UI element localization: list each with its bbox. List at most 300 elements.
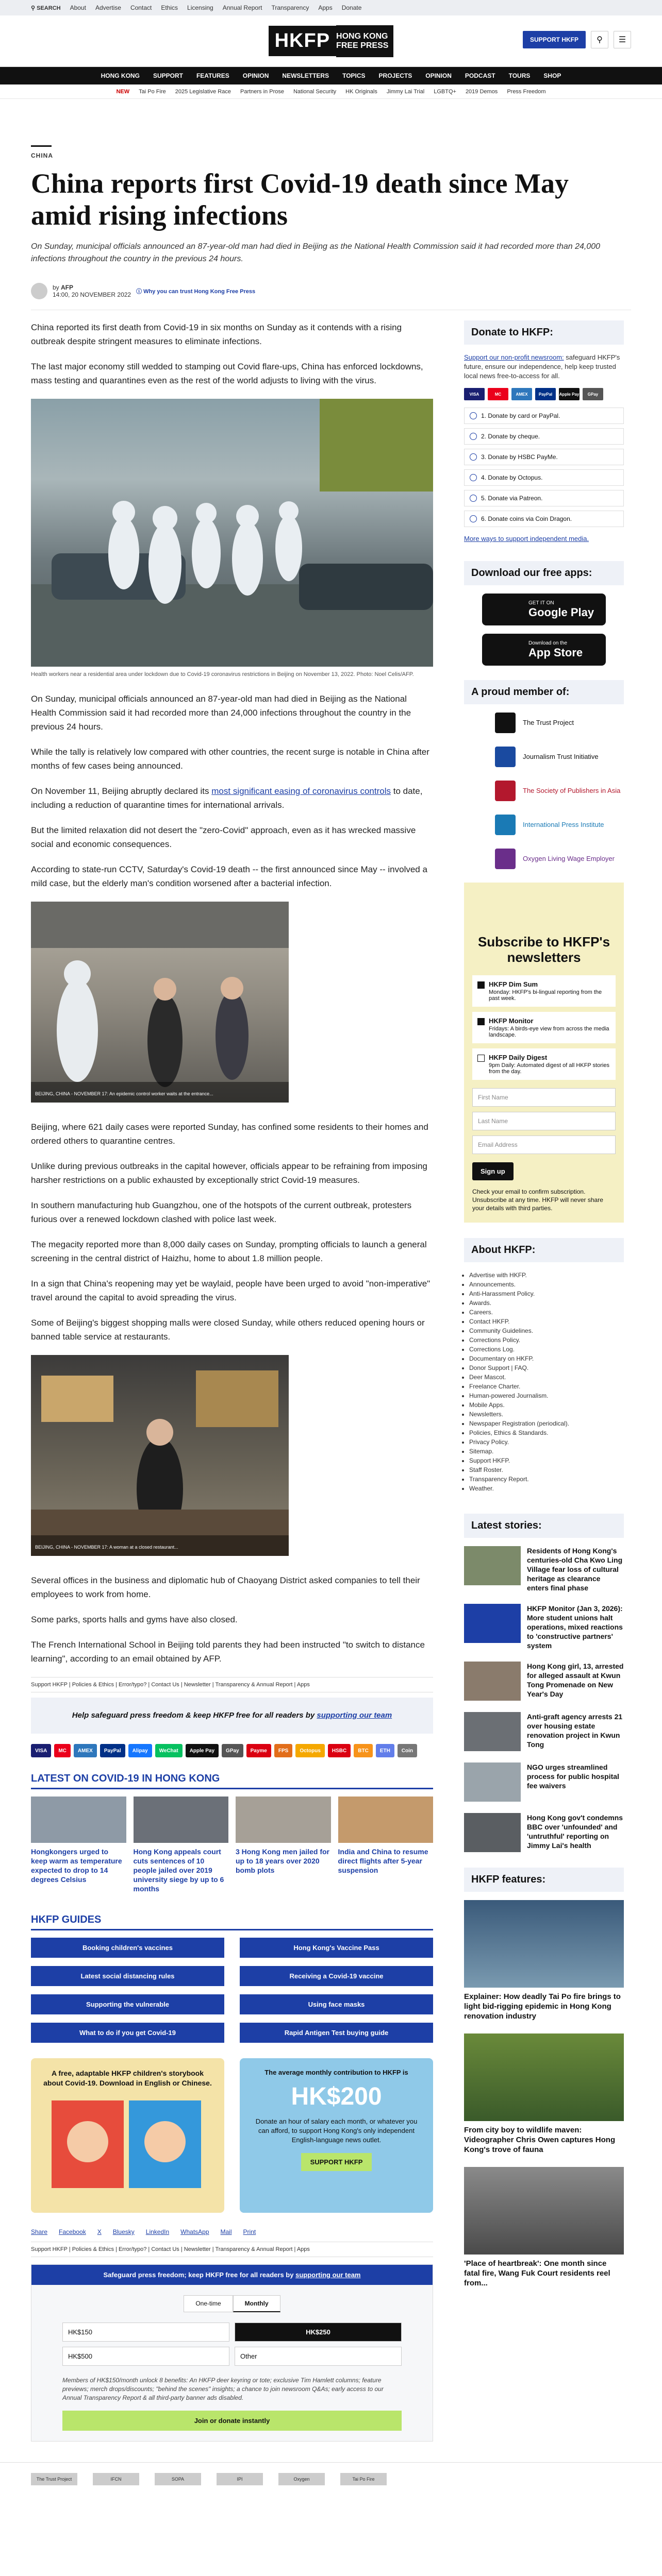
member-logo[interactable] (464, 781, 624, 801)
signup-button[interactable]: Sign up (472, 1162, 514, 1180)
first-name-field[interactable]: First Name (472, 1088, 616, 1107)
feature-thumb (464, 2167, 624, 2255)
story-headline: Anti-graft agency arrests 21 over housing estate renovation project in Kwun Tong (527, 1713, 623, 1749)
payment-methods (31, 1744, 433, 1757)
newsletter-desc: 9pm Daily: Automated digest of all HKFP stories from the day. (489, 1062, 609, 1075)
story-headline: Hong Kong gov't condemns BBC over 'unfounded' and 'untruthful' reporting on Jimmy Lai's health (527, 1814, 623, 1850)
footer-logo[interactable]: IFCN (93, 2473, 139, 2485)
pay-gpay-icon: GPay (583, 388, 603, 400)
story-thumb (464, 1604, 521, 1643)
masthead (0, 15, 662, 67)
member-logo[interactable] (464, 815, 624, 835)
nav-item-opinion[interactable]: OPINION (242, 72, 269, 79)
about-link[interactable]: • Freelance Charter. (469, 1382, 624, 1391)
latest-thumb (236, 1797, 331, 1843)
newsletter-option[interactable] (472, 1048, 616, 1080)
about-link[interactable]: • Support HKFP. (469, 1456, 624, 1465)
apps-title: Download our free apps: (464, 561, 624, 585)
latest-stories-title: Latest stories: (464, 1514, 624, 1538)
footer-logos (0, 2462, 662, 2496)
pay-amex-icon: AMEX (511, 388, 532, 400)
trust-label: Why you can trust Hong Kong Free Press (143, 289, 256, 295)
latest-thumb (31, 1797, 126, 1843)
amount-option[interactable]: HK$150 (62, 2323, 229, 2342)
storybook-text: A free, adaptable HKFP children's storybook about Covid-19. Download in English or Chinese. (43, 2069, 212, 2087)
latest-headline: 3 Hong Kong men jailed for up to 18 years over 2020 bomb plots (236, 1848, 330, 1874)
article-header (0, 99, 662, 310)
latest-thumb (338, 1797, 434, 1843)
freq-one-time[interactable]: One-time (184, 2295, 233, 2312)
share-print[interactable]: Print (243, 2228, 256, 2235)
publish-date: 14:00, 20 NOVEMBER 2022 (53, 291, 131, 298)
feature-headline: Explainer: How deadly Tai Po fire brings to light bid-rigging epidemic in Hong Kong renovation industry (464, 1992, 621, 2021)
story-headline: Residents of Hong Kong's centuries-old Cha Kwo Ling Village fear loss of cultural heritage as clearance enters final phase (527, 1547, 623, 1592)
trending-item[interactable]: Jimmy Lai Trial (386, 88, 425, 95)
trending-label: NEW (116, 88, 130, 95)
member-name: The Trust Project (523, 719, 574, 726)
paragraph: Unlike during previous outbreaks in the capital however, officials appear to be refraining from imposing harsher restrictions on a public exhausted by exceptionally strict Covid-19 measures. (31, 1161, 427, 1185)
radio-icon (470, 515, 477, 522)
member-name: Oxygen Living Wage Employer (523, 855, 615, 862)
top-link-contact[interactable]: Contact (130, 4, 152, 11)
storybook-illustration (41, 2095, 214, 2193)
latest-headline: Hong Kong appeals court cuts sentences of 10 people jailed over 2019 university siege by up to 6 months (133, 1848, 224, 1893)
trending-item[interactable]: 2025 Legislative Race (175, 88, 231, 95)
logo-mark: HKFP (269, 26, 336, 56)
donate-method[interactable] (464, 490, 624, 506)
trending-item[interactable]: Tai Po Fire (139, 88, 166, 95)
paragraph: The last major economy still wedded to stamping out Covid flare-ups, China has enforced lockdowns, mass testing and quarantines even as the rest of the world adjusts to living with the virus. (31, 362, 423, 385)
latest-headline: India and China to resume direct flights after 5-year suspension (338, 1848, 428, 1874)
donate-method-label: 2. Donate by cheque. (481, 433, 540, 440)
paragraph: Beijing, where 621 daily cases were reported Sunday, has confined some residents to their homes and ordered others to quarantine centres. (31, 1122, 428, 1146)
join-donate-button[interactable]: Join or donate instantly (62, 2411, 402, 2431)
latest-card[interactable] (134, 1797, 229, 1893)
about-link[interactable]: • Announcements. (469, 1280, 624, 1289)
member-logo[interactable] (464, 849, 624, 869)
radio-icon (470, 495, 477, 502)
support-links[interactable]: Support HKFP | Policies & Ethics | Error/typo? | Contact Us | Newsletter | Transparency & Annual Report | Apps (31, 1677, 433, 1692)
checkbox-checked-icon[interactable] (477, 981, 485, 989)
top-link-advertise[interactable]: Advertise (95, 4, 121, 11)
share-whatsapp[interactable]: WhatsApp (180, 2228, 209, 2235)
radio-icon (470, 453, 477, 461)
support-team-link[interactable]: supporting our team (317, 1711, 392, 1720)
radio-icon (470, 474, 477, 481)
promo-body: Donate an hour of salary each month, or whatever you can afford, to support Hong Kong's only independent English-language news outlet. (255, 2117, 418, 2144)
pay-ethereum-icon: ETH (376, 1744, 394, 1757)
feature-headline: 'Place of heartbreak': One month since fatal fire, Wang Fuk Court residents reel from... (464, 2259, 610, 2287)
jti-icon (495, 747, 516, 767)
promo-row (31, 2058, 433, 2213)
paragraph: The megacity reported more than 8,000 daily cases on Sunday, prompting officials to launch a general screening in the central district of Haizhu, home to about 1.8 million people. (31, 1240, 427, 1263)
newsletter-name: HKFP Monitor (489, 1017, 534, 1025)
paragraph-text: On November 11, Beijing abruptly declared its (31, 786, 212, 796)
member-name: Journalism Trust Initiative (523, 753, 599, 760)
pay-alipay-icon: Alipay (128, 1744, 152, 1757)
main-nav (0, 67, 662, 84)
guide-button[interactable]: What to do if you get Covid-19 (31, 2023, 224, 2043)
about-link[interactable]: • Documentary on HKFP. (469, 1354, 624, 1363)
paragraph: Several offices in the business and diplomatic hub of Chaoyang District asked companies to tell their employees to work from home. (31, 1575, 420, 1599)
amount-options (31, 2323, 433, 2366)
frequency-toggle (31, 2295, 433, 2312)
about-link[interactable]: • Weather. (469, 1484, 624, 1493)
nav-item-shop[interactable]: SHOP (543, 72, 561, 79)
about-link[interactable]: • Newspaper Registration (periodical). (469, 1419, 624, 1428)
pay-applepay-icon: Apple Pay (559, 388, 580, 400)
pay-paypal-icon: PayPal (535, 388, 556, 400)
pay-hsbc-icon: HSBC (328, 1744, 351, 1757)
last-name-field[interactable]: Last Name (472, 1112, 616, 1130)
hkfp-guides-title: HKFP GUIDES (31, 1914, 433, 1930)
checkbox-icon[interactable] (477, 1055, 485, 1062)
donate-head (31, 2265, 433, 2285)
trending-item[interactable]: LGBTQ+ (434, 88, 456, 95)
member-logo[interactable] (464, 713, 624, 733)
about-link[interactable]: • Staff Roster. (469, 1465, 624, 1475)
logo-text (336, 25, 393, 57)
donate-method[interactable] (464, 469, 624, 486)
donate-title: Donate to HKFP: (464, 320, 624, 345)
sidebar (464, 320, 624, 2462)
search-icon[interactable]: ⚲ (591, 31, 608, 48)
footer-logo[interactable]: SOPA (155, 2473, 201, 2485)
top-link-about[interactable]: About (70, 4, 86, 11)
checkbox-checked-icon[interactable] (477, 1018, 485, 1025)
gplay-big: Google Play (528, 605, 594, 619)
features-title: HKFP features: (464, 1868, 624, 1892)
guide-button[interactable]: Supporting the vulnerable (31, 1994, 224, 2014)
paragraph: While the tally is relatively low compared with other countries, the recent surge is notable in China after months of few cases being announced. (31, 747, 429, 771)
category-rule (31, 145, 52, 147)
menu-icon[interactable]: ☰ (614, 31, 631, 48)
search-link[interactable]: ⚲ SEARCH (31, 5, 61, 11)
pay-paypal-icon: PayPal (100, 1744, 125, 1757)
author-name[interactable]: by AFP (53, 284, 74, 291)
story-item[interactable] (464, 1546, 624, 1592)
trust-link[interactable]: ⓘ Why you can trust Hong Kong Free Press (136, 289, 256, 295)
member-name: International Press Institute (523, 821, 604, 828)
nav-item-support[interactable]: SUPPORT (153, 72, 183, 79)
more-ways-link[interactable]: More ways to support independent media. (464, 535, 589, 543)
photo-overlay-caption: BEIJING, CHINA - NOVEMBER 17: An epidemic control worker waits at the entrance... (35, 1091, 213, 1096)
story-thumb (464, 1546, 521, 1585)
nav-item-podcast[interactable]: PODCAST (465, 72, 495, 79)
about-title: About HKFP: (464, 1238, 624, 1262)
promo-head: The average monthly contribution to HKFP is (264, 2069, 408, 2076)
about-link[interactable]: • Awards. (469, 1298, 624, 1308)
donate-note: Members of HK$150/month unlock 8 benefits: An HKFP deer keyring or tote; exclusive Tim Hamlett columns; feature previews; merch drops/discounts; "behind the scenes" insights; a chance to join newsroom Q&As; early access to our Annual Transparency Report & all third-party banner ads disabled. (62, 2377, 384, 2401)
newsletter-title: Subscribe to HKFP's newsletters (477, 934, 610, 965)
donate-text (464, 353, 624, 381)
article-standfirst: On Sunday, municipal officials announced an 87-year-old man had died in Beijing as the National Health Commission said it had recorded more than 24,000 infections throughout the country in the previous 24 hours. (31, 242, 601, 263)
trending-item[interactable]: Partners in Prose (240, 88, 284, 95)
photo-caption: Health workers near a residential area under lockdown due to Covid-19 coronavirus restrictions in Beijing on November 13, 2022. Photo: Noel Celis/AFP. (31, 671, 414, 677)
member-logo[interactable] (464, 747, 624, 767)
top-link-donate[interactable]: Donate (341, 4, 362, 11)
guides-grid (31, 1938, 433, 2043)
trending-item[interactable]: Press Freedom (507, 88, 546, 95)
trending-item[interactable]: National Security (293, 88, 337, 95)
paragraph: In a sign that China's reopening may yet be waylaid, people have been urged to avoid "non-imperative" travel around the capital to avoid spreading the virus. (31, 1279, 431, 1302)
about-link[interactable]: • Transparency Report. (469, 1475, 624, 1484)
article-category[interactable]: CHINA (31, 152, 53, 159)
paragraph: Some of Beijing's biggest shopping malls were closed Sunday, while others reduced opening hours or banned table service at restaurants. (31, 1318, 425, 1342)
photo-epidemic-worker[interactable] (31, 902, 289, 1103)
nav-item-opinion-2[interactable]: OPINION (425, 72, 452, 79)
newsletter-option[interactable] (472, 1012, 616, 1043)
nav-item-newsletters[interactable]: NEWSLETTERS (282, 72, 329, 79)
donate-method-label: 6. Donate coins via Coin Dragon. (481, 515, 572, 522)
footer-logo[interactable]: Oxygen (278, 2473, 325, 2485)
nav-item-hong-kong[interactable]: HONG KONG (101, 72, 140, 79)
spacer (31, 1107, 433, 1120)
donate-method-label: 3. Donate by HSBC PayMe. (481, 453, 558, 461)
share-mail[interactable]: Mail (220, 2228, 232, 2235)
story-item[interactable] (464, 1813, 624, 1852)
footer-logo[interactable]: IPI (217, 2473, 263, 2485)
donate-method[interactable] (464, 511, 624, 527)
share-linkedin[interactable]: LinkedIn (145, 2228, 170, 2235)
about-link[interactable]: • Donor Support | FAQ. (469, 1363, 624, 1372)
photo-overlay-caption: BEIJING, CHINA - NOVEMBER 17: A woman at a closed restaurant... (35, 1545, 178, 1550)
pay-fps-icon: FPS (274, 1744, 292, 1757)
photo-closed-restaurant[interactable] (31, 1355, 289, 1556)
story-item[interactable] (464, 1662, 624, 1701)
paragraph: But the limited relaxation did not desert the "zero-Covid" approach, even as it has wrecked massive social and economic consequences. (31, 825, 416, 849)
latest-thumb (134, 1797, 229, 1843)
story-thumb (464, 1712, 521, 1751)
pay-octopus-icon: Octopus (295, 1744, 325, 1757)
member-title: A proud member of: (464, 680, 624, 704)
about-link[interactable]: • Deer Mascot. (469, 1372, 624, 1382)
author-avatar (31, 283, 47, 299)
newsletter-box (464, 883, 624, 1223)
ipi-icon (495, 815, 516, 835)
top-bar (0, 0, 662, 15)
share-links (31, 2228, 433, 2235)
about-link[interactable]: • Advertise with HKFP. (469, 1270, 624, 1280)
donate-head-text: Safeguard press freedom; keep HKFP free for all readers by (103, 2271, 296, 2279)
oxygen-icon (495, 849, 516, 869)
about-link[interactable]: • Newsletters. (469, 1410, 624, 1419)
latest-card[interactable] (338, 1797, 434, 1893)
feature-item[interactable] (464, 2033, 624, 2155)
share-x[interactable]: X (97, 2228, 102, 2235)
share-bluesky[interactable]: Bluesky (112, 2228, 135, 2235)
guide-button[interactable]: Booking children's vaccines (31, 1938, 224, 1958)
about-link[interactable]: • Community Guidelines. (469, 1326, 624, 1335)
trending-bar (0, 84, 662, 99)
freq-monthly[interactable]: Monthly (233, 2295, 280, 2312)
story-thumb (464, 1762, 521, 1802)
trending-item[interactable]: HK Originals (345, 88, 377, 95)
top-link-apps[interactable]: Apps (318, 4, 333, 11)
support-links-2[interactable]: Support HKFP | Policies & Ethics | Error/typo? | Contact Us | Newsletter | Transparency & Annual Report | Apps (31, 2242, 433, 2257)
paragraph: The French International School in Beijing told parents they had been instructed "to switch to distance learning", according to an email obtained by AFP. (31, 1640, 425, 1664)
about-link[interactable]: • Careers. (469, 1308, 624, 1317)
donate-method-label: 4. Donate by Octopus. (481, 474, 543, 481)
paragraph: Some parks, sports halls and gyms have also closed. (31, 1615, 238, 1624)
about-link[interactable]: • Corrections Policy. (469, 1335, 624, 1345)
google-play-button[interactable] (482, 594, 606, 625)
pay-mastercard-icon: MC (488, 388, 508, 400)
pay-applepay-icon: Apple Pay (186, 1744, 219, 1757)
latest-card[interactable] (31, 1797, 126, 1893)
paragraph-with-link (31, 784, 433, 812)
story-headline: NGO urges streamlined process for public hospital fee waivers (527, 1763, 619, 1790)
email-field[interactable]: Email Address (472, 1136, 616, 1154)
newsletter-desc: Monday: HKFP's bi-lingual reporting from the past week. (489, 989, 602, 1002)
paragraph: In southern manufacturing hub Guangzhou, one of the hotspots of the current outbreak, protesters furious over a renewed lockdown clashed with police last week. (31, 1200, 412, 1224)
nav-item-tours[interactable]: TOURS (508, 72, 531, 79)
guide-button[interactable]: Using face masks (240, 1994, 433, 2014)
signup-note: Check your email to confirm subscription. Unsubscribe at any time. HKFP will never share your details with third parties. (472, 1188, 603, 1212)
feature-headline: From city boy to wildlife maven: Videographer Chris Owen captures Hong Kong's trove of fauna (464, 2126, 616, 2154)
byline (31, 283, 631, 310)
article-title: China reports first Covid-19 death since May amid rising infections (31, 168, 569, 231)
latest-covid-title: LATEST ON COVID-19 IN HONG KONG (31, 1773, 433, 1789)
top-link-ethics[interactable]: Ethics (161, 4, 178, 11)
about-link[interactable]: • Privacy Policy. (469, 1437, 624, 1447)
donate-head-link[interactable]: supporting our team (295, 2271, 361, 2279)
newsletter-option[interactable] (472, 975, 616, 1007)
donate-method[interactable] (464, 428, 624, 445)
paragraph-text: to date, including a reduction of quarantine times for international arrivals. (31, 786, 423, 810)
photo-illustration (31, 399, 433, 667)
latest-headline: Hongkongers urged to keep warm as temperature expected to drop to 14 degrees Celsius (31, 1848, 122, 1884)
guide-button[interactable]: Receiving a Covid-19 vaccine (240, 1966, 433, 1986)
story-thumb (464, 1662, 521, 1701)
story-thumb (464, 1813, 521, 1852)
gplay-small: GET IT ON (528, 600, 554, 606)
amount-option-selected[interactable]: HK$250 (235, 2323, 402, 2342)
nav-item-features[interactable]: FEATURES (196, 72, 229, 79)
pay-coin-icon: Coin (398, 1744, 417, 1757)
top-link-licensing[interactable]: Licensing (187, 4, 213, 11)
amount-option-other[interactable]: Other (235, 2347, 402, 2366)
masthead-actions (523, 31, 631, 48)
newsletter-desc: Fridays: A birds-eye view from across the media landscape. (489, 1026, 609, 1038)
photo-illustration (31, 1355, 289, 1556)
pay-bitcoin-icon: BTC (354, 1744, 373, 1757)
top-link-transparency[interactable]: Transparency (271, 4, 309, 11)
guide-button[interactable]: Hong Kong's Vaccine Pass (240, 1938, 433, 1958)
sidebar-pay-icons (464, 388, 624, 400)
story-item[interactable] (464, 1604, 624, 1650)
feature-thumb (464, 1900, 624, 1988)
sopa-icon (495, 781, 516, 801)
top-link-annual-report[interactable]: Annual Report (222, 4, 262, 11)
trending-item[interactable]: 2019 Demos (465, 88, 498, 95)
support-hkfp-button[interactable]: SUPPORT HKFP (523, 31, 586, 48)
donate-method[interactable] (464, 408, 624, 424)
photo-illustration (31, 902, 289, 1103)
nav-item-topics[interactable]: TOPICS (342, 72, 366, 79)
storybook-promo[interactable] (31, 2058, 224, 2213)
astore-small: Download on the (528, 640, 568, 646)
contribution-promo[interactable] (240, 2058, 433, 2213)
astore-big: App Store (528, 646, 583, 659)
pay-mastercard-icon: MC (54, 1744, 71, 1757)
guide-button[interactable]: Latest social distancing rules (31, 1966, 224, 1986)
story-headline: HKFP Monitor (Jan 3, 2026): More student unions halt operations, mixed reactions to 'constructive partners' system (527, 1604, 623, 1650)
author-label: AFP (61, 284, 74, 291)
about-link[interactable]: • Policies, Ethics & Standards. (469, 1428, 624, 1437)
pay-payme-icon: Payme (246, 1744, 271, 1757)
logo-line2: FREE PRESS (336, 41, 389, 50)
easing-controls-link[interactable]: most significant easing of coronavirus controls (211, 786, 391, 796)
story-headline: Hong Kong girl, 13, arrested for alleged assault at Kwun Tong Promenade on New Year's Day (527, 1662, 624, 1698)
about-link[interactable]: • Human-powered Journalism. (469, 1391, 624, 1400)
donate-widget (31, 2264, 433, 2442)
trust-project-icon (495, 713, 516, 733)
newsletter-name: HKFP Daily Digest (489, 1054, 548, 1061)
pay-amex-icon: AMEX (74, 1744, 97, 1757)
radio-icon (470, 433, 477, 440)
promo-support-button[interactable]: SUPPORT HKFP (301, 2153, 372, 2171)
app-store-button[interactable] (482, 634, 606, 666)
donate-method[interactable] (464, 449, 624, 465)
about-link[interactable]: • Corrections Log. (469, 1345, 624, 1354)
about-link[interactable]: • Contact HKFP. (469, 1317, 624, 1326)
about-link[interactable]: • Anti-Harassment Policy. (469, 1289, 624, 1298)
site-logo[interactable] (269, 25, 394, 57)
donate-method-label: 1. Donate by card or PayPal. (481, 412, 560, 419)
feature-item[interactable] (464, 1900, 624, 2021)
logo-line1: HONG KONG (336, 31, 388, 41)
search-label: SEARCH (37, 5, 61, 11)
donate-desc: safeguard HKFP's future, ensure our independence, help keep trusted local news free-to-access for all. (464, 353, 620, 380)
story-item[interactable] (464, 1762, 624, 1802)
pay-visa-icon: VISA (31, 1744, 51, 1757)
share-facebook[interactable]: Facebook (59, 2228, 86, 2235)
newsletter-name: HKFP Dim Sum (489, 980, 538, 988)
content-layout (0, 310, 662, 2462)
paragraph: On Sunday, municipal officials announced an 87-year-old man had died in Beijing as the National Health Commission said it had recorded more than 24,000 infections throughout the country in the previous 24 hours. (31, 694, 411, 732)
promo-amount: HK$200 (291, 2083, 382, 2110)
feature-thumb (464, 2033, 624, 2121)
guide-button[interactable]: Rapid Antigen Test buying guide (240, 2023, 433, 2043)
support-newsroom-link[interactable]: Support our non-profit newsroom: (464, 353, 564, 361)
latest-covid-list (31, 1797, 433, 1893)
pay-wechat-icon: WeChat (155, 1744, 183, 1757)
help-text: Help safeguard press freedom & keep HKFP free for all readers by (72, 1711, 317, 1720)
photo-health-workers[interactable] (31, 399, 433, 667)
more-ways (464, 534, 624, 544)
nav-item-projects[interactable]: PROJECTS (378, 72, 412, 79)
paragraph: China reported its first death from Covid-19 in six months on Sunday as it contends with a rising outbreak despite stringent measures to eliminate infections. (31, 323, 402, 346)
about-link[interactable]: • Mobile Apps. (469, 1400, 624, 1410)
share-label: Share (31, 2228, 48, 2235)
help-safeguard-box (31, 1698, 433, 1734)
article-body (31, 320, 433, 2462)
about-links (464, 1270, 624, 1493)
footer-logo[interactable]: Tai Po Fire (340, 2473, 387, 2485)
feature-item[interactable] (464, 2167, 624, 2288)
amount-option[interactable]: HK$500 (62, 2347, 229, 2366)
about-link[interactable]: • Sitemap. (469, 1447, 624, 1456)
spacer (31, 1560, 433, 1573)
story-item[interactable] (464, 1712, 624, 1751)
member-name: The Society of Publishers in Asia (523, 787, 621, 794)
footer-logo[interactable]: The Trust Project (31, 2473, 77, 2485)
latest-card[interactable] (236, 1797, 331, 1893)
donate-method-label: 5. Donate via Patreon. (481, 495, 543, 502)
paragraph: According to state-run CCTV, Saturday's Covid-19 death -- the first announced since May -- involved a mild case, but the elderly man's condition worsened after a bacterial infection. (31, 865, 427, 888)
radio-icon (470, 412, 477, 419)
